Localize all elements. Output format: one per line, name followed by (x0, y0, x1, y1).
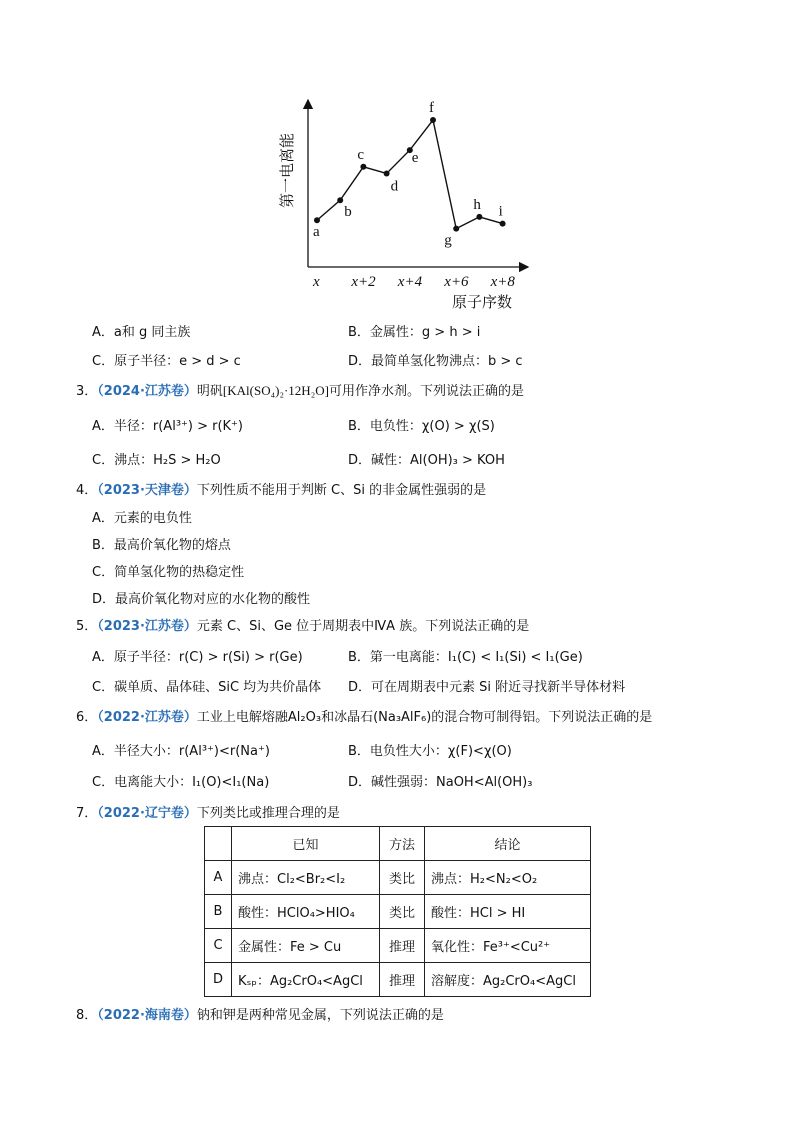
question-source: （2022·江苏卷） (97, 710, 197, 725)
table-cell: C (205, 929, 232, 963)
table-row (205, 861, 591, 895)
q2-option-d[interactable]: D．最简单氢化物沸点：b > c (348, 354, 523, 369)
table-cell: 溶解度：Ag₂CrO₄<AgCl (425, 963, 591, 997)
question-4 (76, 479, 486, 498)
q3-option-c[interactable]: C．沸点：H₂S > H₂O (92, 453, 221, 468)
table-header-cell: 方法 (380, 827, 425, 861)
q6-option-a[interactable]: A．半径大小：r(Al³⁺)<r(Na⁺) (92, 744, 270, 759)
question-number: 8． (76, 1008, 98, 1023)
question-6 (76, 706, 652, 725)
data-point-g (453, 226, 459, 232)
question-source: （2022·辽宁卷） (97, 806, 197, 821)
question-source: （2023·江苏卷） (97, 619, 197, 634)
y-axis-label: 第一电离能 (280, 132, 296, 208)
x-tick-label: x+2 (351, 274, 376, 290)
question-stem: 明矾 (196, 384, 223, 399)
question-number: 6． (76, 710, 98, 725)
table-cell: 氧化性：Fe³⁺<Cu²⁺ (425, 929, 591, 963)
q4-option-a[interactable]: A．元素的电负性 (92, 511, 192, 526)
table-cell: 推理 (380, 929, 425, 963)
table-cell: B (205, 895, 232, 929)
q2-option-a[interactable]: A．a和 g 同主族 (92, 325, 191, 340)
question-source: （2023·天津卷） (97, 483, 197, 498)
q5-option-b[interactable]: B．第一电离能：I₁(C) < I₁(Si) < I₁(Ge) (348, 650, 583, 665)
q4-option-d[interactable]: D．最高价氧化物对应的水化物的酸性 (92, 592, 311, 607)
alum-formula: [KAl(SO₄)₂·12H₂O] (222, 383, 329, 398)
question-source: （2024·江苏卷） (97, 384, 197, 399)
q5-option-c[interactable]: C．碳单质、晶体硅、SiC 均为共价晶体 (92, 680, 322, 695)
data-point-i (500, 221, 506, 227)
table-cell: 酸性：HCl > HI (425, 895, 591, 929)
table-row (205, 895, 591, 929)
q6-option-c[interactable]: C．电离能大小：I₁(O)<I₁(Na) (92, 775, 270, 790)
data-point-c (360, 164, 366, 170)
table-row (205, 963, 591, 997)
question-stem: 下列性质不能用于判断 C、Si 的非金属性强弱的是 (196, 483, 487, 498)
x-axis-label: 原子序数 (452, 295, 513, 311)
point-label-h: h (473, 196, 481, 213)
question-8 (76, 1004, 444, 1023)
point-label-g: g (444, 232, 452, 249)
q2-option-c[interactable]: C．原子半径：e > d > c (92, 354, 241, 369)
table-cell: 推理 (380, 963, 425, 997)
data-point-a (314, 217, 320, 223)
x-tick-label: x+8 (490, 274, 515, 290)
point-label-b: b (344, 204, 352, 221)
question-stem: 元素 C、Si、Ge 位于周期表中ⅣA 族。下列说法正确的是 (196, 619, 530, 634)
q6-option-d[interactable]: D．碱性强弱：NaOH<Al(OH)₃ (348, 775, 533, 790)
q5-option-a[interactable]: A．原子半径：r(C) > r(Si) > r(Ge) (92, 650, 303, 665)
table-cell: D (205, 963, 232, 997)
data-point-h (476, 214, 482, 220)
table-cell: A (205, 861, 232, 895)
data-point-b (337, 197, 343, 203)
q5-option-d[interactable]: D．可在周期表中元素 Si 附近寻找新半导体材料 (348, 680, 626, 695)
ionization-energy-chart (270, 90, 545, 315)
question-number: 4． (76, 483, 98, 498)
table-cell: 酸性：HClO₄>HIO₄ (232, 895, 380, 929)
table-header-cell: 结论 (425, 827, 591, 861)
data-point-f (430, 117, 436, 123)
point-label-a: a (313, 224, 320, 241)
table-header-cell: 已知 (232, 827, 380, 861)
question-stem: 工业上电解熔融Al₂O₃和冰晶石(Na₃AlF₆)的混合物可制得铝。下列说法正确的是 (196, 710, 653, 725)
table-cell: 沸点：Cl₂<Br₂<I₂ (232, 861, 380, 895)
q6-option-b[interactable]: B．电负性大小：χ(F)<χ(O) (348, 744, 512, 759)
point-label-f: f (429, 100, 434, 117)
q2-option-b[interactable]: B．金属性：g > h > i (348, 325, 481, 340)
table-cell: 沸点：H₂<N₂<O₂ (425, 861, 591, 895)
question-number: 5． (76, 619, 98, 634)
table-cell: Kₛₚ：Ag₂CrO₄<AgCl (232, 963, 380, 997)
x-tick-label: x+6 (444, 274, 469, 290)
question-stem-cont: 可用作净水剂。下列说法正确的是 (328, 384, 524, 399)
x-tick-label: x+4 (397, 274, 423, 290)
question-source: （2022·海南卷） (97, 1008, 197, 1023)
question-number: 7． (76, 806, 98, 821)
question-stem: 下列类比或推理合理的是 (196, 806, 340, 821)
q4-option-c[interactable]: C．简单氢化物的热稳定性 (92, 565, 245, 580)
table-cell: 金属性：Fe > Cu (232, 929, 380, 963)
q3-option-b[interactable]: B．电负性：χ(O) > χ(S) (348, 419, 495, 434)
comparison-table (204, 826, 591, 997)
q3-option-d[interactable]: D．碱性：Al(OH)₃ > KOH (348, 453, 505, 468)
q4-option-b[interactable]: B．最高价氧化物的熔点 (92, 538, 231, 553)
question-number: 3． (76, 384, 98, 399)
table-cell: 类比 (380, 861, 425, 895)
x-tick-label: x (313, 274, 320, 290)
question-stem: 钠和钾是两种常见金属，下列说法正确的是 (196, 1008, 444, 1023)
q3-option-a[interactable]: A．半径：r(Al³⁺) > r(K⁺) (92, 419, 243, 434)
point-label-e: e (411, 150, 419, 167)
table-cell: 类比 (380, 895, 425, 929)
table-row (205, 929, 591, 963)
point-label-c: c (357, 146, 365, 163)
question-5 (76, 615, 529, 634)
question-3 (76, 380, 524, 399)
table-header-cell (205, 827, 232, 861)
question-7 (76, 802, 340, 821)
data-point-d (384, 170, 390, 176)
table-header-row (205, 827, 591, 861)
point-label-d: d (390, 178, 399, 195)
point-label-i: i (498, 203, 503, 220)
